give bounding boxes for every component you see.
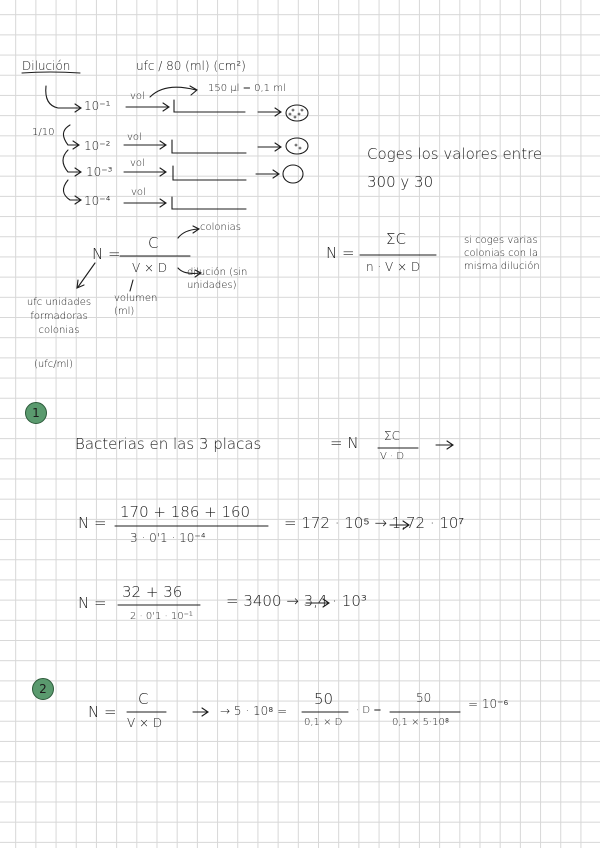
problem-1-badge: 1: [25, 402, 47, 424]
problem-2-result: = 10⁻⁶: [468, 697, 509, 711]
problem-1-formula-numerator: ΣC: [384, 429, 400, 443]
calc-2-result: = 3400 → 3,4 · 10³: [226, 592, 367, 610]
formula-sum-lhs: N =: [326, 244, 355, 262]
ratio-label: 1/10: [32, 127, 55, 138]
formula-sum-denominator: n · V × D: [366, 260, 421, 274]
calc-1-denominator: 3 · 0'1 · 10⁻⁴: [130, 531, 206, 545]
label-dilucion: dilución (sin unidades): [187, 267, 248, 291]
calc-1-numerator: 170 + 186 + 160: [120, 503, 251, 521]
label-volumen: volumen (ml): [114, 293, 158, 317]
dilution-4: 10⁻⁴: [84, 194, 111, 208]
vol-label-2: vol: [127, 132, 142, 143]
problem-2-denominator: V × D: [127, 716, 163, 730]
calc-2-numerator: 32 + 36: [122, 583, 183, 601]
volume-note: 150 µl = 0,1 ml: [208, 83, 286, 94]
label-colonias: colonias: [200, 222, 241, 233]
problem-2-frac1-denominator: 0,1 × D: [304, 717, 343, 728]
vol-label-4: vol: [131, 187, 146, 198]
problem-2-frac2-denominator: 0,1 × 5·10⁸: [392, 717, 450, 728]
vol-label-1: vol: [130, 91, 145, 102]
page-title: Dilución: [22, 59, 71, 73]
formula-sum-numerator: ΣC: [386, 230, 406, 248]
problem-2-badge: 2: [32, 678, 54, 700]
ufc-unit: (ufc/ml): [34, 359, 74, 370]
problem-2-step1: → 5 · 10⁸ =: [220, 704, 288, 718]
calc-1-lhs: N =: [78, 514, 107, 532]
dilution-1: 10⁻¹: [84, 99, 111, 113]
formula-main-denominator: V × D: [132, 261, 168, 275]
formula-main-numerator: C: [148, 234, 159, 252]
formula-sum-note: si coges varias colonias con la misma dilución: [464, 235, 540, 272]
calc-2-lhs: N =: [78, 594, 107, 612]
problem-2-step2: · D =: [356, 705, 382, 716]
calc-2-denominator: 2 · 0'1 · 10⁻¹: [130, 611, 193, 622]
problem-1-statement: Bacterias en las 3 placas: [75, 435, 262, 453]
problem-1-formula-denominator: V · D: [380, 451, 405, 462]
problem-2-numerator: C: [138, 690, 149, 708]
problem-2-frac1-numerator: 50: [314, 690, 334, 708]
dilution-2: 10⁻²: [84, 139, 111, 153]
problem-2-lhs: N =: [88, 703, 117, 721]
dilution-3: 10⁻³: [86, 165, 113, 179]
formula-main-lhs: N =: [92, 245, 121, 263]
vol-label-3: vol: [130, 158, 145, 169]
problem-2-frac2-numerator: 50: [416, 691, 432, 705]
header-units: ufc / 80 (ml) (cm²): [136, 59, 246, 73]
note-values: Coges los valores entre 300 y 30: [367, 145, 543, 191]
problem-1-formula-lhs: = N: [330, 434, 359, 452]
ufc-definition: ufc unidades formadoras colonias: [26, 297, 92, 336]
calc-1-result: = 172 · 10⁵ → 1,72 · 10⁷: [284, 514, 464, 532]
